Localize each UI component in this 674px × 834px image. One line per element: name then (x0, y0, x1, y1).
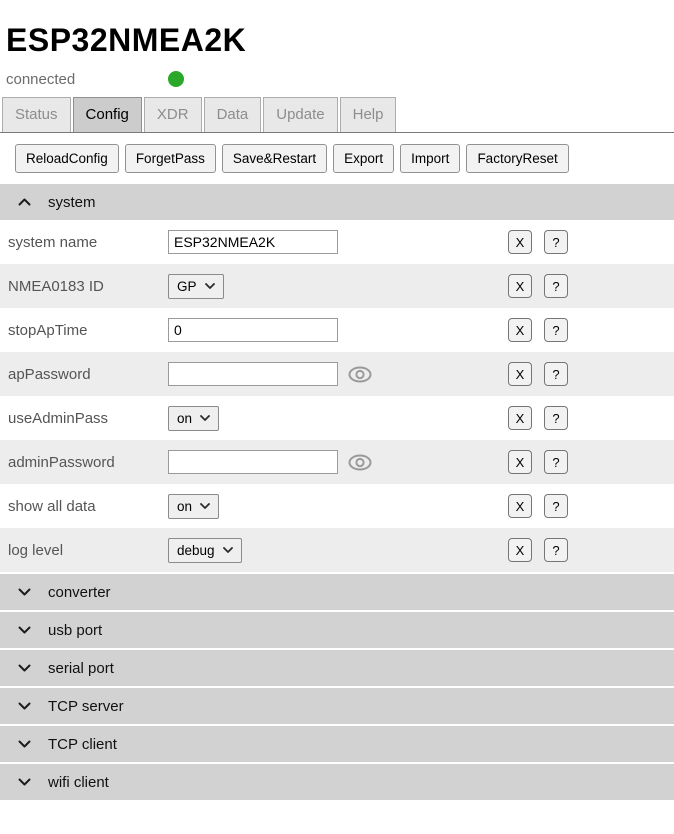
section-label: system (48, 193, 96, 211)
row-label: stopApTime (8, 321, 88, 339)
reset-default-button[interactable]: X (508, 362, 532, 386)
row-label: NMEA0183 ID (8, 277, 104, 295)
use-admin-pass-select[interactable] (168, 406, 219, 431)
reset-default-button[interactable]: X (508, 274, 532, 298)
help-button[interactable]: ? (544, 318, 568, 342)
config-row-log-level (0, 528, 674, 572)
connection-indicator-dot (168, 71, 184, 87)
chevron-down-icon (18, 626, 31, 634)
admin-password-input[interactable] (168, 450, 338, 474)
save-restart-button[interactable]: Save&Restart (222, 144, 327, 173)
select-value: on (177, 498, 193, 514)
reset-default-button[interactable]: X (508, 494, 532, 518)
help-button[interactable]: ? (544, 274, 568, 298)
row-label: useAdminPass (8, 409, 109, 427)
help-button[interactable]: ? (544, 362, 568, 386)
config-row-nmea0183-id (0, 264, 674, 308)
nmea0183-id-select[interactable] (168, 274, 224, 299)
config-row-use-admin-pass (0, 396, 674, 440)
section-header-wifi-client[interactable] (0, 764, 674, 800)
row-label: log level (8, 541, 64, 559)
section-label: serial port (48, 659, 114, 677)
tab-update[interactable]: Update (263, 97, 337, 132)
tab-help[interactable]: Help (340, 97, 397, 132)
reload-config-button[interactable]: ReloadConfig (15, 144, 119, 173)
section-label: TCP server (48, 697, 124, 715)
factory-reset-button[interactable]: FactoryReset (466, 144, 568, 173)
help-button[interactable]: ? (544, 450, 568, 474)
chevron-down-icon (18, 588, 31, 596)
show-password-eye-icon[interactable] (348, 454, 372, 471)
config-row-stop-ap-time (0, 308, 674, 352)
chevron-up-icon (18, 198, 31, 206)
chevron-down-icon (223, 547, 233, 553)
config-row-system-name (0, 220, 674, 264)
section-header-tcp-client[interactable] (0, 726, 674, 762)
help-button[interactable]: ? (544, 406, 568, 430)
reset-default-button[interactable]: X (508, 318, 532, 342)
tab-config[interactable]: Config (73, 97, 142, 132)
log-level-select[interactable] (168, 538, 242, 563)
show-all-data-select[interactable] (168, 494, 219, 519)
select-value: GP (177, 278, 197, 294)
section-header-serial-port[interactable] (0, 650, 674, 686)
chevron-down-icon (200, 415, 210, 421)
section-label: TCP client (48, 735, 117, 753)
chevron-down-icon (18, 664, 31, 672)
config-row-admin-password (0, 440, 674, 484)
config-row-show-all-data (0, 484, 674, 528)
reset-default-button[interactable]: X (508, 538, 532, 562)
reset-default-button[interactable]: X (508, 406, 532, 430)
export-button[interactable]: Export (333, 144, 394, 173)
tab-xdr[interactable]: XDR (144, 97, 202, 132)
page-title: ESP32NMEA2K (6, 22, 247, 58)
section-label: converter (48, 583, 111, 601)
help-button[interactable]: ? (544, 538, 568, 562)
ap-password-input[interactable] (168, 362, 338, 386)
chevron-down-icon (18, 740, 31, 748)
section-header-usb-port[interactable] (0, 612, 674, 648)
stop-ap-time-input[interactable] (168, 318, 338, 342)
select-value: debug (177, 542, 215, 558)
connection-status-row (6, 70, 674, 88)
chevron-down-icon (200, 503, 210, 509)
import-button[interactable]: Import (400, 144, 460, 173)
help-button[interactable]: ? (544, 494, 568, 518)
row-label: system name (8, 233, 98, 251)
tab-data[interactable]: Data (204, 97, 262, 132)
section-label: wifi client (48, 773, 109, 791)
tab-bar (0, 97, 674, 133)
row-label: adminPassword (8, 453, 115, 471)
section-label: usb port (48, 621, 103, 639)
chevron-down-icon (18, 702, 31, 710)
system-section-rows (0, 220, 674, 572)
section-header-converter[interactable] (0, 574, 674, 610)
chevron-down-icon (18, 778, 31, 786)
section-header-tcp-server[interactable] (0, 688, 674, 724)
reset-default-button[interactable]: X (508, 450, 532, 474)
forget-pass-button[interactable]: ForgetPass (125, 144, 216, 173)
help-button[interactable]: ? (544, 230, 568, 254)
system-name-input[interactable] (168, 230, 338, 254)
toolbar (0, 133, 674, 173)
row-label: show all data (8, 497, 96, 515)
row-label: apPassword (8, 365, 91, 383)
select-value: on (177, 410, 193, 426)
chevron-down-icon (205, 283, 215, 289)
config-row-ap-password (0, 352, 674, 396)
section-header-system[interactable] (0, 184, 674, 220)
tab-status[interactable]: Status (2, 97, 71, 132)
connection-status-text: connected (6, 70, 76, 88)
show-password-eye-icon[interactable] (348, 366, 372, 383)
reset-default-button[interactable]: X (508, 230, 532, 254)
